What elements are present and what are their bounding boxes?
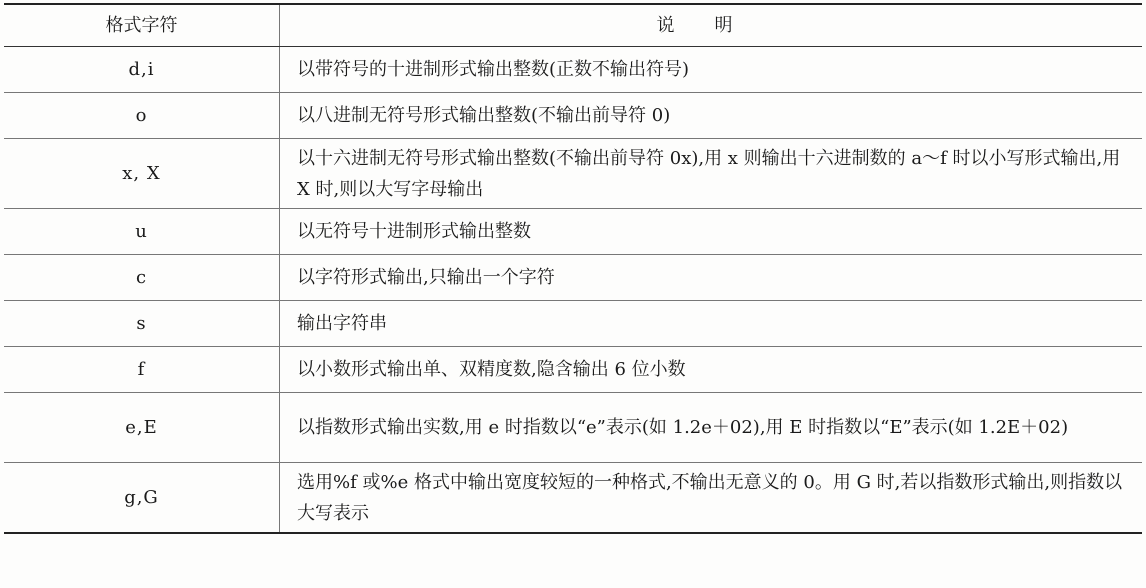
table-row <box>4 301 1142 347</box>
description-cell: 以小数形式输出单、双精度数,隐含输出 6 位小数 <box>280 347 1143 393</box>
format-code-cell: e,E <box>4 393 280 463</box>
format-code-cell: g,G <box>4 463 280 534</box>
description-cell: 以十六进制无符号形式输出整数(不输出前导符 0x),用 x 则输出十六进制数的 a～f 时以小写形式输出,用 X 时,则以大写字母输出 <box>280 139 1143 209</box>
table-header-row <box>4 4 1142 47</box>
description-cell: 以字符形式输出,只输出一个字符 <box>280 255 1143 301</box>
table-row <box>4 255 1142 301</box>
format-code-cell: o <box>4 93 280 139</box>
description-cell: 以八进制无符号形式输出整数(不输出前导符 0) <box>280 93 1143 139</box>
header-description: 说明 <box>280 4 1143 47</box>
table-row <box>4 93 1142 139</box>
format-code-cell: u <box>4 209 280 255</box>
table-row <box>4 347 1142 393</box>
format-code-cell: d,i <box>4 47 280 93</box>
table-row <box>4 209 1142 255</box>
description-cell: 以带符号的十进制形式输出整数(正数不输出符号) <box>280 47 1143 93</box>
description-cell: 选用%f 或%e 格式中输出宽度较短的一种格式,不输出无意义的 0。用 G 时,若以指数形式输出,则指数以大写表示 <box>280 463 1143 534</box>
format-code-cell: s <box>4 301 280 347</box>
format-specifier-table <box>4 3 1142 534</box>
format-code-cell: x, X <box>4 139 280 209</box>
format-code-cell: c <box>4 255 280 301</box>
table-row <box>4 47 1142 93</box>
description-cell: 输出字符串 <box>280 301 1143 347</box>
description-cell: 以无符号十进制形式输出整数 <box>280 209 1143 255</box>
format-code-cell: f <box>4 347 280 393</box>
table-row <box>4 139 1142 209</box>
header-format-char: 格式字符 <box>4 4 280 47</box>
table-row <box>4 463 1142 534</box>
description-cell: 以指数形式输出实数,用 e 时指数以“e”表示(如 1.2e＋02),用 E 时指数以“E”表示(如 1.2E＋02) <box>280 393 1143 463</box>
table-row <box>4 393 1142 463</box>
